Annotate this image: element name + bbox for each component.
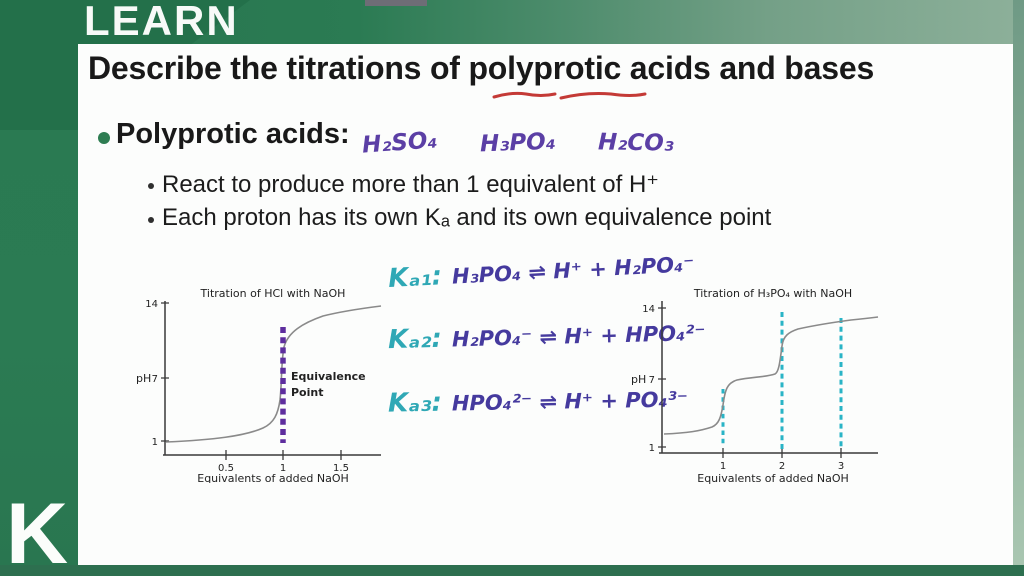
ka1-body: H₃PO₄ ⇌ H⁺ + H₂PO₄⁻ [451, 251, 695, 289]
formula-h3po4: H₃PO₄ [479, 128, 557, 158]
chart-title: Titration of H₃PO₄ with NaOH [693, 287, 853, 300]
sub-bullet-2: Each proton has its own Kₐ and its own equivalence point [162, 204, 772, 231]
y-axis-label: pH [136, 372, 152, 385]
ka2-body: H₂PO₄⁻ ⇌ H⁺ + HPO₄²⁻ [451, 320, 706, 352]
slide-title: Describe the titrations of polyprotic acids and bases [88, 50, 875, 86]
y-tick-14: 14 [642, 304, 655, 315]
axes [659, 301, 878, 453]
gray-strip [365, 0, 427, 6]
slide [78, 44, 1013, 565]
ka2-label: Kₐ₂: [387, 323, 443, 356]
ka3-label: Kₐ₃: [387, 387, 443, 419]
background-right-strip [1013, 0, 1024, 576]
kicker-learn: LEARN [84, 0, 239, 44]
y-axis-label: pH [631, 373, 647, 386]
hcl-titration-chart [133, 283, 393, 483]
x-tick-2: 2 [778, 461, 786, 472]
handwritten-acid-formulas [361, 127, 712, 159]
x-tick-15: 1.5 [333, 463, 349, 474]
ka3-body: HPO₄²⁻ ⇌ H⁺ + PO₄³⁻ [451, 387, 689, 416]
titration-curve [664, 317, 878, 434]
sub-bullet-1: React to produce more than 1 equivalent of H⁺ [162, 171, 659, 198]
formula-h2so4: H₂SO₄ [361, 127, 439, 159]
y-tick-7: 7 [151, 374, 158, 385]
y-tick-1: 1 [151, 437, 158, 448]
x-tick-05: 0.5 [218, 463, 234, 474]
y-tick-1: 1 [648, 443, 655, 454]
x-axis-label: Equivalents of added NaOH [697, 472, 849, 485]
h3po4-titration-chart [628, 285, 913, 485]
khan-academy-logo: K [6, 486, 69, 576]
x-tick-1: 1 [279, 463, 287, 474]
x-axis-label: Equivalents of added NaOH [197, 472, 349, 483]
bullet-dot [98, 132, 110, 144]
formula-h2co3: H₂CO₃ [598, 129, 675, 157]
x-tick-1: 1 [719, 461, 727, 472]
bullet-label: Polyprotic acids: [116, 118, 350, 150]
x-tick-3: 3 [837, 461, 845, 472]
background-bottom-strip [0, 565, 1024, 576]
red-underline-annotation [486, 89, 666, 105]
chart-title: Titration of HCl with NaOH [200, 287, 346, 300]
sub-bullet-dot [148, 217, 154, 223]
equivalence-label-line1: Equivalence [291, 370, 366, 383]
y-tick-14: 14 [145, 299, 158, 310]
sub-bullet-dot [148, 183, 154, 189]
equivalence-label-line2: Point [291, 386, 324, 399]
ka1-label: Kₐ₁: [387, 261, 443, 294]
y-tick-7: 7 [648, 375, 655, 386]
